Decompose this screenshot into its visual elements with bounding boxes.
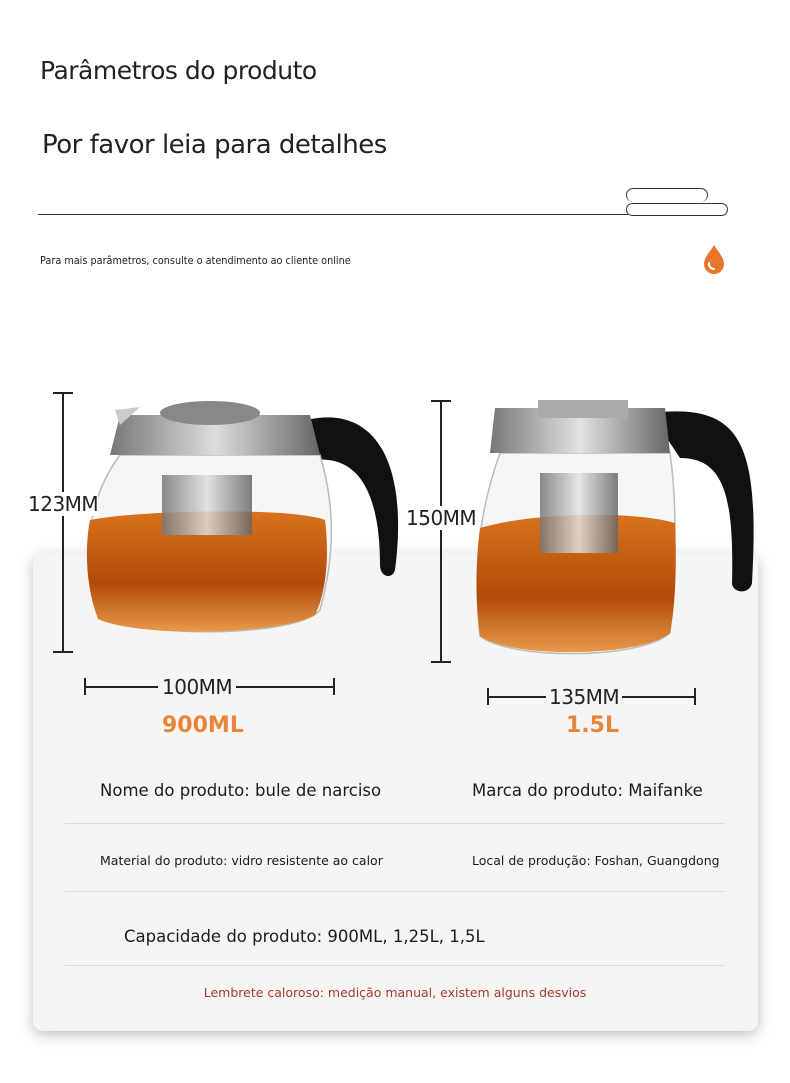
kettle-large-image bbox=[470, 398, 760, 660]
page-subtitle: Por favor leia para detalhes bbox=[42, 130, 387, 160]
spec-material: Material do produto: vidro resistente ao calor bbox=[100, 853, 383, 868]
width-label: 135MM bbox=[546, 685, 622, 709]
page-title: Parâmetros do produto bbox=[40, 56, 317, 85]
reminder-note: Lembrete caloroso: medição manual, existem alguns desvios bbox=[203, 985, 587, 1000]
water-drop-icon bbox=[701, 243, 727, 275]
spec-capacity: Capacidade do produto: 900ML, 1,25L, 1,5L bbox=[124, 927, 485, 946]
height-label: 150MM bbox=[406, 506, 477, 530]
capacity-label: 1.5L bbox=[566, 713, 619, 738]
spec-divider bbox=[65, 823, 725, 824]
height-marker-cap-bottom bbox=[431, 661, 451, 663]
height-marker-cap-top bbox=[53, 392, 73, 394]
width-marker-cap-left bbox=[84, 678, 86, 695]
height-marker-line bbox=[62, 392, 64, 652]
width-marker-cap-right bbox=[694, 688, 696, 705]
capacity-label: 900ML bbox=[162, 713, 244, 738]
width-marker-cap-left bbox=[487, 688, 489, 705]
spec-divider bbox=[65, 891, 725, 892]
width-marker-cap-right bbox=[333, 678, 335, 695]
height-label: 123MM bbox=[28, 492, 99, 516]
width-label: 100MM bbox=[158, 675, 236, 699]
spec-divider bbox=[65, 965, 725, 966]
height-marker-cap-bottom bbox=[53, 651, 73, 653]
info-note: Para mais parâmetros, consulte o atendimento ao cliente online bbox=[40, 254, 351, 267]
height-marker-cap-top bbox=[431, 400, 451, 402]
decorative-pill bbox=[626, 188, 708, 202]
height-marker-line bbox=[440, 400, 442, 662]
header-divider bbox=[38, 214, 628, 215]
spec-product-name: Nome do produto: bule de narciso bbox=[100, 781, 382, 800]
spec-origin: Local de produção: Foshan, Guangdong bbox=[472, 853, 720, 868]
decorative-pill-outline bbox=[626, 203, 728, 216]
kettle-small-image bbox=[80, 395, 405, 655]
spec-brand: Marca do produto: Maifanke bbox=[472, 781, 703, 800]
